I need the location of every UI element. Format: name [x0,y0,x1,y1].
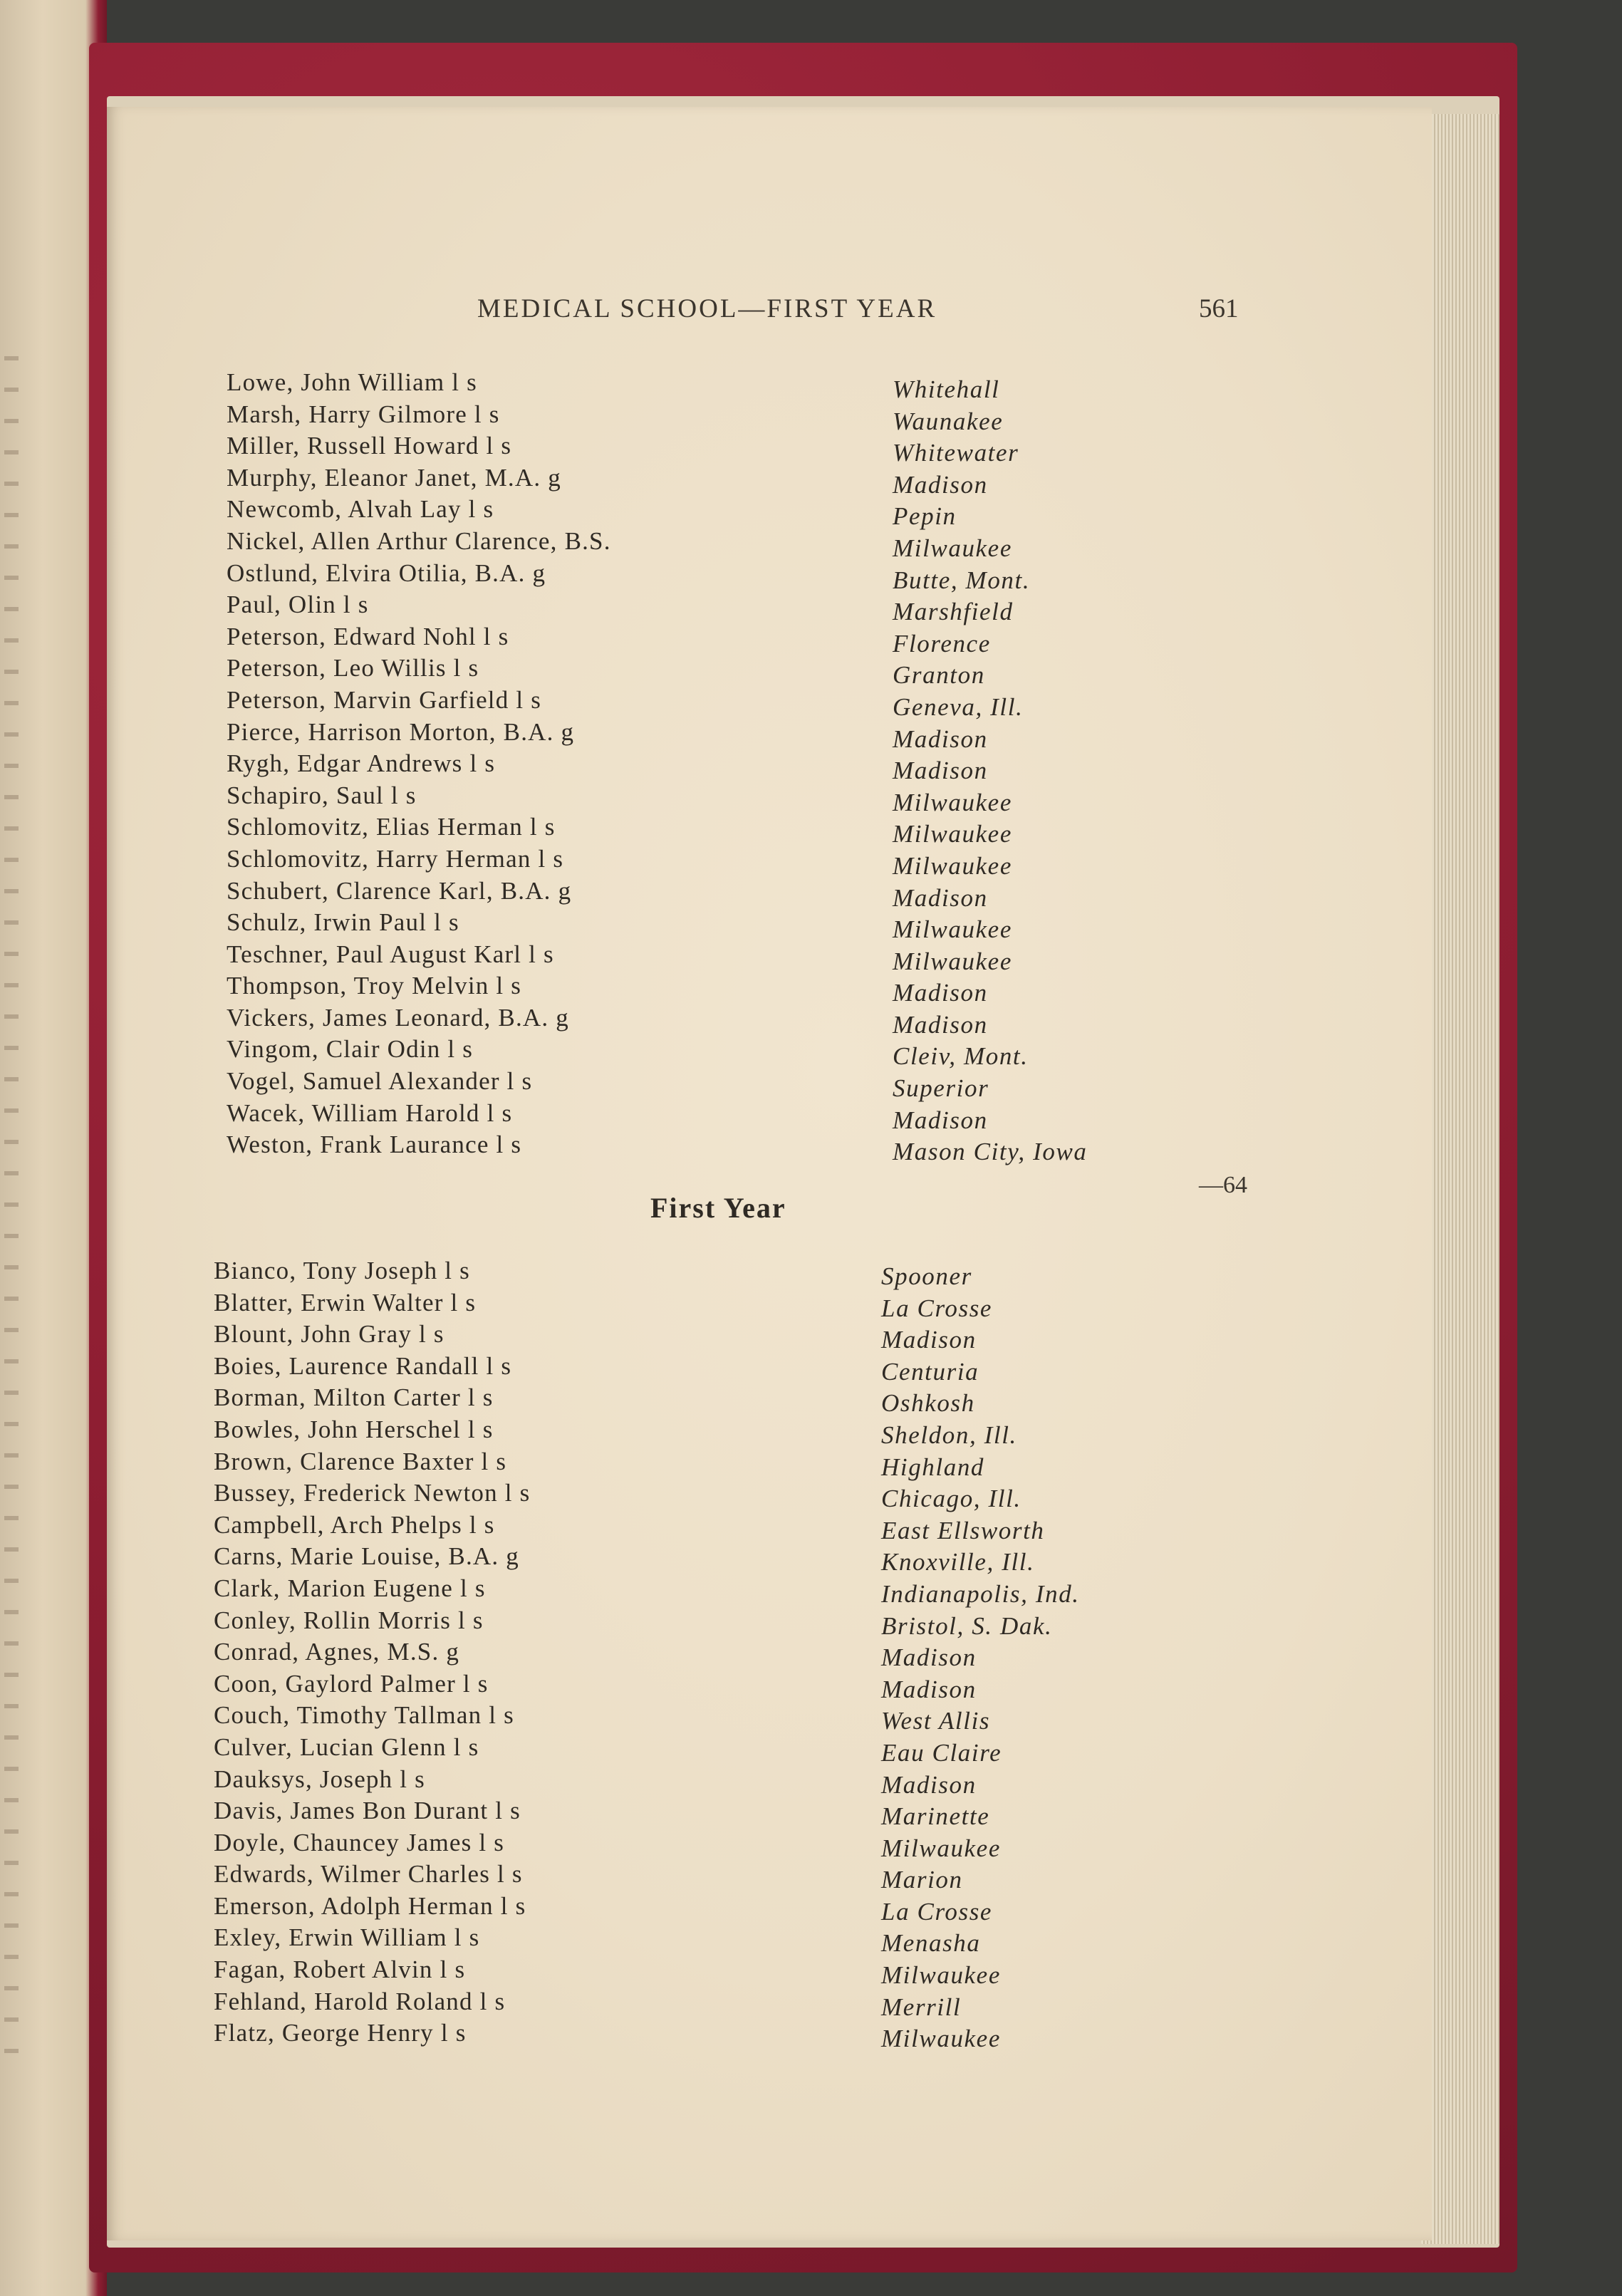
section-total: —64 [1199,1172,1247,1198]
student-name-entry: Dauksys, Joseph l s [214,1765,425,1793]
student-name-entry: Schulz, Irwin Paul l s [227,908,459,937]
hometown-entry: Milwaukee [893,851,1012,880]
hometown-entry: Chicago, Ill. [881,1485,1021,1513]
student-name-entry: Blount, John Gray l s [214,1320,445,1349]
student-name-entry: Peterson, Marvin Garfield l s [227,685,542,714]
hometown-entry: Mason City, Iowa [893,1138,1088,1166]
hometown-entry: West Allis [881,1707,991,1735]
hometown-entry: Eau Claire [881,1738,1002,1767]
hometown-entry: Madison [893,724,988,753]
student-name-entry: Boies, Laurence Randall l s [214,1351,512,1380]
student-name-entry: Conrad, Agnes, M.S. g [214,1638,460,1666]
student-name-entry: Doyle, Chauncey James l s [214,1828,505,1856]
hometown-entry: Madison [881,1326,977,1354]
hometown-entry: Geneva, Ill. [893,692,1024,721]
student-name-entry: Culver, Lucian Glenn l s [214,1733,479,1761]
student-name-entry: Conley, Rollin Morris l s [214,1606,484,1634]
hometown-entry: Oshkosh [881,1389,975,1418]
student-name-entry: Borman, Milton Carter l s [214,1383,494,1412]
student-name-entry: Edwards, Wilmer Charles l s [214,1860,523,1889]
student-name-entry: Vogel, Samuel Alexander l s [227,1067,533,1096]
student-name-entry: Newcomb, Alvah Lay l s [227,495,494,524]
hometown-entry: Sheldon, Ill. [881,1420,1017,1449]
hometown-entry: Marshfield [893,598,1014,626]
hometown-entry: Madison [881,1643,977,1672]
left-page-text-edge [4,356,19,2066]
hometown-entry: Madison [881,1675,977,1703]
student-name-entry: Carns, Marie Louise, B.A. g [214,1542,520,1571]
hometown-entry: Milwaukee [893,947,1012,975]
student-name-entry: Schlomovitz, Harry Herman l s [227,844,564,873]
hometown-entry: Cleiv, Mont. [893,1042,1029,1071]
hometown-entry: Milwaukee [881,1961,1001,1990]
hometown-entry: Madison [881,1770,977,1799]
hometown-entry: Superior [893,1074,989,1103]
student-name-entry: Nickel, Allen Arthur Clarence, B.S. [227,526,611,555]
student-name-entry: Schapiro, Saul l s [227,781,417,809]
hometown-entry: Madison [893,1106,988,1134]
hometown-entry: Spooner [881,1262,972,1290]
student-name-entry: Schubert, Clarence Karl, B.A. g [227,876,572,905]
student-name-entry: Paul, Olin l s [227,591,369,619]
student-name-entry: Bowles, John Herschel l s [214,1415,494,1443]
student-name-entry: Murphy, Eleanor Janet, M.A. g [227,463,561,492]
student-name-entry: Miller, Russell Howard l s [227,432,512,460]
section2-town-list [881,1261,1080,2055]
hometown-entry: Marion [881,1866,963,1894]
student-name-entry: Peterson, Leo Willis l s [227,654,479,682]
hometown-entry: Madison [893,979,988,1007]
hometown-entry: Indianapolis, Ind. [881,1579,1080,1608]
hometown-entry: Milwaukee [881,1834,1001,1862]
section2-name-list [214,1255,530,2050]
hometown-entry: Whitehall [893,375,1000,403]
student-name-entry: Vingom, Clair Odin l s [227,1035,474,1064]
student-name-entry: Ostlund, Elvira Otilia, B.A. g [227,559,546,587]
hometown-entry: Milwaukee [893,534,1012,562]
student-name-entry: Teschner, Paul August Karl l s [227,940,554,968]
student-name-entry: Emerson, Adolph Herman l s [214,1891,526,1920]
hometown-entry: Madison [893,470,988,499]
running-header: MEDICAL SCHOOL—FIRST YEAR [477,294,937,323]
hometown-entry: Granton [893,661,985,690]
student-name-entry: Fagan, Robert Alvin l s [214,1955,466,1984]
hometown-entry: Madison [893,757,988,785]
hometown-entry: Waunakee [893,407,1004,435]
student-name-entry: Campbell, Arch Phelps l s [214,1510,495,1539]
section1-town-list [893,374,1088,1168]
hometown-entry: Bristol, S. Dak. [881,1611,1053,1640]
student-name-entry: Blatter, Erwin Walter l s [214,1288,477,1316]
student-name-entry: Rygh, Edgar Andrews l s [227,749,496,778]
hometown-entry: Whitewater [893,439,1019,467]
hometown-entry: Merrill [881,1993,962,2021]
hometown-entry: Madison [893,1010,988,1039]
hometown-entry: Highland [881,1453,985,1481]
section1-name-list [227,367,611,1161]
hometown-entry: East Ellsworth [881,1516,1045,1544]
student-name-entry: Exley, Erwin William l s [214,1923,480,1952]
student-name-entry: Bussey, Frederick Newton l s [214,1479,531,1507]
student-name-entry: Clark, Marion Eugene l s [214,1574,486,1602]
hometown-entry: Milwaukee [893,788,1012,816]
student-name-entry: Vickers, James Leonard, B.A. g [227,1003,570,1032]
hometown-entry: Menasha [881,1929,981,1958]
student-name-entry: Couch, Timothy Tallman l s [214,1701,514,1730]
student-name-entry: Flatz, George Henry l s [214,2019,467,2047]
student-name-entry: Fehland, Harold Roland l s [214,1987,506,2015]
hometown-entry: Milwaukee [893,820,1012,848]
student-name-entry: Peterson, Edward Nohl l s [227,622,509,650]
student-name-entry: Pierce, Harrison Morton, B.A. g [227,717,575,746]
hometown-entry: Butte, Mont. [893,566,1031,594]
hometown-entry: Marinette [881,1802,990,1831]
student-name-entry: Weston, Frank Laurance l s [227,1131,522,1159]
student-name-entry: Marsh, Harry Gilmore l s [227,400,500,428]
section-title: First Year [650,1192,786,1224]
page-edges [1421,114,1499,2244]
student-name-entry: Bianco, Tony Joseph l s [214,1257,470,1284]
student-name-entry: Davis, James Bon Durant l s [214,1797,521,1825]
hometown-entry: Centuria [881,1357,979,1386]
hometown-entry: La Crosse [881,1897,993,1926]
student-name-entry: Wacek, William Harold l s [227,1098,513,1127]
hometown-entry: Pepin [893,502,957,531]
hometown-entry: Knoxville, Ill. [881,1548,1035,1576]
student-name-entry: Brown, Clarence Baxter l s [214,1447,507,1475]
student-name-entry: Coon, Gaylord Palmer l s [214,1669,489,1698]
hometown-entry: Florence [893,629,991,658]
hometown-entry: Milwaukee [881,2025,1001,2053]
page-number: 561 [1199,294,1239,323]
student-name-entry: Thompson, Troy Melvin l s [227,972,522,1000]
student-name-entry: Lowe, John William l s [227,368,477,396]
hometown-entry: Milwaukee [893,915,1012,944]
hometown-entry: La Crosse [881,1294,993,1322]
student-name-entry: Schlomovitz, Elias Herman l s [227,813,556,841]
hometown-entry: Madison [893,883,988,912]
